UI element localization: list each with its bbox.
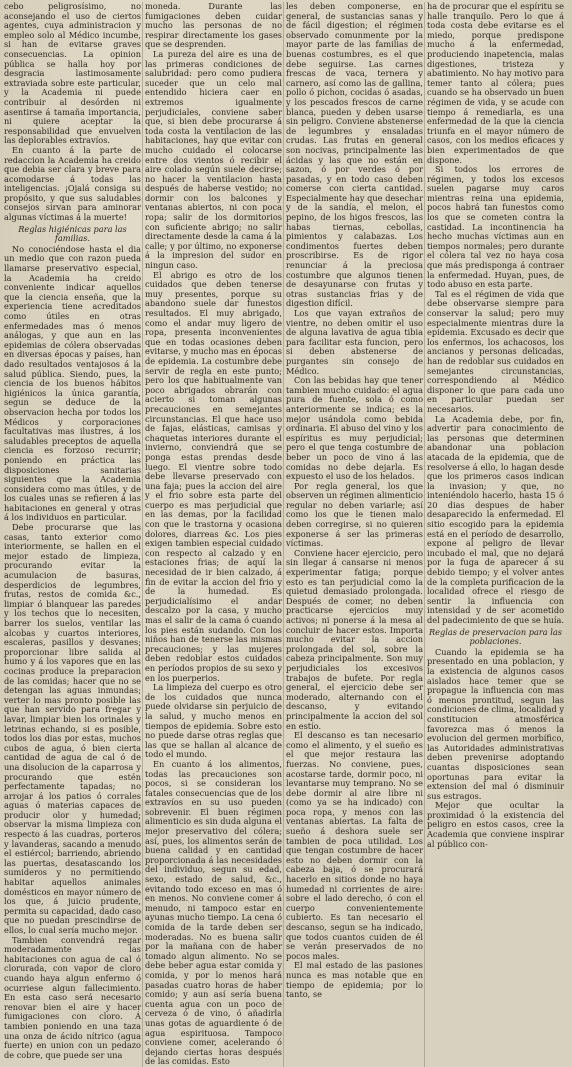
column-1 xyxy=(4,2,141,1067)
paragraph: El descanso es tan necesario como el alimento, y el sueño es el que mejor restaura las fuerzas. No conviene, pues, acostarse tarde, dormir poco, ni levantarse muy temprano. No se debe dormir al aire libre ni (como ya se ha indicado) con poca ropa, y menos con las ventanas abiertas. La falta de sueño á deshora suele ser tambien de poca utilidad. Los que tengan costumbre de hacer esto no deben dormir con la cabeza baja, ó se procurará hacerlo en sitios donde no haya humedad ni corrientes de aire: sobre el lado derecho, ó con el cuerpo convenientemente cubierto. Es tan necesario el descanso, segun se ha indicado, que todos cuantos cuiden de él se verán preservados de no pocos males. xyxy=(286,730,423,961)
paragraph: cebo peligrosísimo, no aconsejando el uso de ciertos agentes, cuya administracion y empleo solo al Médico incumbe, si han de evitarse graves consecuencias. La opinion pública se halla hoy por desgracia lastimosamente extraviada sobre este particular, y la Academia ni puede contribuir al desórden ni asentirse á tamaña importancia, ni quiere aceptar la responsabilidad que envuelven las deplorables extravíos. xyxy=(4,1,141,146)
paragraph: Mejor que ocultar la proximidad ó la existencia del peligro en estos casos, cree la Academia que conviene inspirar al público con- xyxy=(427,800,564,849)
paragraph: Cuando la epidemia se ha presentado en una poblacion, y la existencia de algunos casos aislados hace temer que se propague la influencia con mas ó menos prontitud, segun las condiciones de clima, localidad y constitucion atmosférica favorezca mas ó menos la evolucion del germen morbífico, las Autoridades administrativas deben prevenirse adoptando cuantas disposiciones sean oportunas para evitar la extension del mal ó disminuir sus estragos. xyxy=(427,646,564,801)
paragraph: Tal es el régimen de vida que debe observarse siempre para conservar la salud; pero muy especialmente mientras dure la epidemia. Excusado es decir que los enfermos, los achacosos, los ancianos y personas delicadas, han de redoblar sus cuidados en semejantes circunstancias, correspondiendo al Médico disponer lo que para cada uno en particular puedan ser necesarios. xyxy=(427,288,564,414)
paragraph: En cuanto á los alimentos, todas las precauciones son pocos, si se consideran los fatales consecuencias que de los extravíos en su uso pueden sobrevenir. El buen régimen alimenticio es sin duda alguna el mejor preservativo del cólera; así, pues, los alimentos serán de buena calidad y en cantidad proporcionada á las necesidades del individuo, segun su edad, sexo, estado de salud, &c., evitando todo exceso en mas ó en menos. No conviene comer á menudo, ni tampoco estar en ayunas mucho tiempo. La cena ó comida de la tarde deben ser moderadas. No es buena salir por la mañana con de haber tomado algun alimento. No se debe beber agua estar comida y comida, y por lo menos hará pasadas cuatro horas de haber comido; y aun así sería buena cuenta agua con un poco de cerveza ó de vino, ó añadirla unas gotas de aguardiente ó de agua espirituosa. Tampoco conviene comer, acelerando ó dejando ciertas horas después de las comidas. Esto xyxy=(145,758,282,1067)
paragraph: La limpieza del cuerpo es otro de los cuidados que nunca puede olvidarse sin perjuicio de la salud, y mucho menos en tiempos de epidemia. Sobre esto no puede darse otras reglas que las que se hallan al alcance de todo el mundo. xyxy=(145,682,282,760)
paragraph: Los que vayan extraños de vientre, no deben omitir el uso de alguna lavativa de agua tibia para facilitar esta funcion, pero si deben abstenerse de purgantes sin consejo de Médico. xyxy=(286,308,423,376)
column-4 xyxy=(427,2,564,1067)
paragraph: les deben componerse, en general, de sustancias sanas y de fácil digestion; el régimen observado comunmente por la mayor parte de las familias de buenas costumbres, es el que debe seguirse. Las carnes frescas de vaca, ternera y carnero, así como las de gallina, pollo ó pichon, cocidas ó asadas, y los pescados frescos de carne blanca, pueden y deben usarse sin peligro. Conviene abstenerse de legumbres y ensaladas crudas. Las frutas en general son nocivas, principalmente las ácidas y las que no están en sazon, ó por verdes ó por pasadas, y en todo caso deben comerse con cierta cantidad. Especialmente hay que desechar y de la sandía, el melon, el pepino, de los higos frescos, las habas tiernas, cebollas, pimientos y calabazas. Los condimentos fuertes deben proscribirse. Es de rigor renunciar á la preciosa costumbre que algunos tienen de desayunarse con frutas y otras sustancias frias y de digestion difícil. xyxy=(286,1,423,309)
paragraph: El mal estado de las pasiones nunca es mas notable que en tiempo de epidemia; por lo tanto, se xyxy=(286,960,423,1000)
paragraph: moneda. Durante las fumigaciones deben cuidar mucho las personas de no respirar directamente los gases que se desprenden. xyxy=(145,1,282,50)
column-2 xyxy=(145,2,282,1067)
paragraph: En cuanto á la parte de redaccion la Academia ha creido que debia ser clara y breve para acomodarse á todas las inteligencias. ¡Ojalá consiga su propósito, y que sus saludables consejos sirvan para aminorar algunas víctimas á la muerte! xyxy=(4,144,141,223)
paragraph: No conociéndose hasta el dia un medio que con razon pueda llamarse preservativo especial, la Academia ha creido conveniente indicar aquellos que la ciencia enseña, que la experiencia tiene acreditados como útiles en otras enfermedades mas ó menos análogas, y que aun en las epidemias de cólera observadas en diversas épocas y países, han dado resultados ventajosos á la salud pública. Siendo, pues, la ciencia de los buenos hábitos higiénicos la única garantía, segun se deduce de la observacion hecha por todos los Médicos y corporaciones facultativas mas ilustres, á los saludables preceptos de aquella ciencia es forzoso recurrir; poniendo en práctica las disposiciones sanitarias siguientes que la Academia considera como mas útiles, y de los cuales unas se refieren á las habitaciones en general y otras á los individuos en particular. xyxy=(4,243,141,523)
text-columns xyxy=(0,1,572,1067)
paragraph: Con las bebidas hay que tener tambien mucho cuidado: el agua pura de fuente, sola ó como anteriormente se indica; es la mejor usándola como bebida ordinaria. El abuso del vino y los espíritus es muy perjudicial; pero el que tenga costumbre de beber un poco de vino á las comidas no debe dejarla. Es expuesto el uso de los helados. xyxy=(286,375,423,482)
paragraph: Tambien convendrá regar moderadamente las habitaciones con agua de cal ó clorurada, con vapor de cloro cuando haya algun enfermo ó ocurriese algun fallecimiento. En esta caso será necesario renovar bien el aire y hacer fumigaciones con cloro. Á tambien poniendo en una taza una onza de ácido nítrico (agua fuerte) en union con un pedazo de cobre, que puede ser una xyxy=(4,934,141,1060)
paragraph: El abrigo es otro de los cuidados que deben tenerse muy presentes, porque su abandono suele dar funestos resultados. El muy abrigado, como el andar muy ligero de ropa, presenta inconvenientes que en todas ocasiones deben evitarse, y mucho mas en épocas de epidemia. La costumbre debe servir de regla en este punto; pero los que habitualmente van poco abrigados obrarán con acierto si toman algunas precauciones en semejantes circunstancias. El que hace uso de fajas, elásticas, camisas y chaquetas interiores durante el invierno, conviendrá que se ponga estas prendas desde luego. El vientre sobre todo debe llevarse preservado con una faja; pues la accion del aire y el frio sobre esta parte del cuerpo es mas perjudicial que en las demas, por la facilidad con que le trastorna y ocasiona dolores, diarreas &c. Los pies exigen tambien especial cuidado con respecto al calzado y en estaciones frias; de aquí la necesidad de ir bien calzado, á fin de evitar la accion del frio y de la humedad. Es perjudicialísimo el andar descalzo por la casa, y mucho mas el salir de la cama ó cuando los pies están sudando. Con los niños han de tenerse las mismas precauciones; y las mujeres deben redoblar estos cuidados en períodos propios de su sexo y en los puerperios. xyxy=(145,269,282,683)
paragraph: Por regla general, los que observen un régimen alimenticio regular no deben variarle; así como los que le tienen malo deben corregirse, si no quieren exponerse á ser las primeras víctimas. xyxy=(286,480,423,549)
column-3 xyxy=(286,2,423,1067)
paragraph: ha de procurar que el espíritu se halle tranquilo. Pero lo que á toda costa debe evitarse es el miedo, porque predispone mucho á la enfermedad, produciendo inapetencia, malas digestiones, tristeza y abatimiento. No hay motivo para temer tanto al cólera; pues cuando se ha observado un buen régimen de vida, y se acude con tiempo á remediarla, es una enfermedad de la que la ciencia triunfa en el mayor número de casos, con los medios eficaces y bien experimentados de que dispone. xyxy=(427,1,564,165)
paragraph: Debe procurarse que las casas, tanto exterior como interiormente, se hallen en el mejor estado de limpieza, procurando evitar la acumulacion de basuras, desperdicios de legumbres, frutas, restos de comida &c., limpiar ó blanquear las paredes y los techos que lo necesiten, barrer los suelos, ventilar las alcobas y cuartos interiores, escaleras, pasillos y desvanes; proporcionar libre salida al humo y á los vapores que en las cocinas produce la preparacion de las comidas; hacer que no se detengan las aguas inmundas; verter lo mas pronto posible las que han servido para fregar y lavar, limpiar bien los orinales y letrinas echando, si es posible, todos los dias por estas, muchos cubos de agua, ó bien cierta cantidad de agua de cal ó de una disolucion de la caparrosa y procurando que estén perfectamente tapadas; no arrojar á los patios ó corrales aguas ó materias capaces de producir olor y humedad; observar la misma limpieza con respecto á las cuadras, porteros y lavanderas, sacando a menudo el estiércol; barriendo, abriendo las puertas, desatascando los sumideros y no permitiendo habitar aquellos animales domésticos en mayor número de los que, á juicio prudente, permita su capacidad, dado caso que no puedan prescindirse de ellos, lo cual sería mucho mejor. xyxy=(4,522,141,935)
section-heading: Reglas higiénicas para las familias. xyxy=(18,223,127,244)
paragraph: La pureza del aire es una de las primeras condiciones de salubridad: pero como pudiera suceder que un celo mal entendido hiciera caer en extremos igualmente perjudiciales, conviene saber que, si bien debe procurarse á toda costa la ventilacion de las habitaciones, hay que evitar con mucho cuidado el colocarse entre dos vientos ó recibir el aire colado según suele decirse; no hacer la ventilacion hasta después de haberse vestido; no dormir con los balcones y ventanas abiertos, ni con poca ropa; salir de los dormitorios con suficiente abrigo; no salir directamente desde la cama á la calle; y por último, no exponerse á la impresion del sudor en ningun caso. xyxy=(145,48,282,271)
paragraph: La Academia debe, por fin, advertir para conocimiento de las personas que determinen abandonar una poblacion atacada de la epidemia, que de resolverse á ello, lo hagan desde que los primeros casos indican la invasion; y que, no inteniéndolo hacerlo, hasta 15 ó 20 dias despues de haber desaparecido la enfermedad. El sitio escogido para la epidemia está en el período de desarrollo, expone al peligro de llevar incubado el mal, que no dejará por la fuga de aparecer á su debido tiempo; y el volver antes de la completa purificacion de la localidad ofrece el riesgo de sentir la influencia con intensidad y de ser acometido del padecimiento de que se huía. xyxy=(427,413,564,625)
paragraph: Si todos los errores de régimen, y todos los excesos suelen pagarse muy caros mientras reina una epidemia, pocos habrá tan funestos como los que se cometen contra la castidad. La incontinencia ha hecho muchas víctimas aun en tiempos normales; pero durante el cólera tal vez no haya cosa que más predisponga á contraer la enfermedad. Huyan, pues, de todo abuso en esta parte. xyxy=(427,164,564,290)
paragraph: Conviene hacer ejercicio, pero sin llegar á cansarse ni menos experimentar fatiga; porque esto es tan perjudicial como la quietud demasiado prolongada. Después de comer, no deben practicarse ejercicios muy activos; ni ponerse á la mesa al concluir de hacer estos. Importa mucho evitar la accion prolongada del sol, sobre la cabeza principalmente. Son muy perjudiciales los excesivos trabajos de bufete. Por regla general, el ejercicio debe ser moderado, alternando con el descanso, y evitando principalmente la accion del sol en estío. xyxy=(286,547,423,731)
section-heading: Reglas de preservacion para las poblaciones. xyxy=(429,626,562,647)
